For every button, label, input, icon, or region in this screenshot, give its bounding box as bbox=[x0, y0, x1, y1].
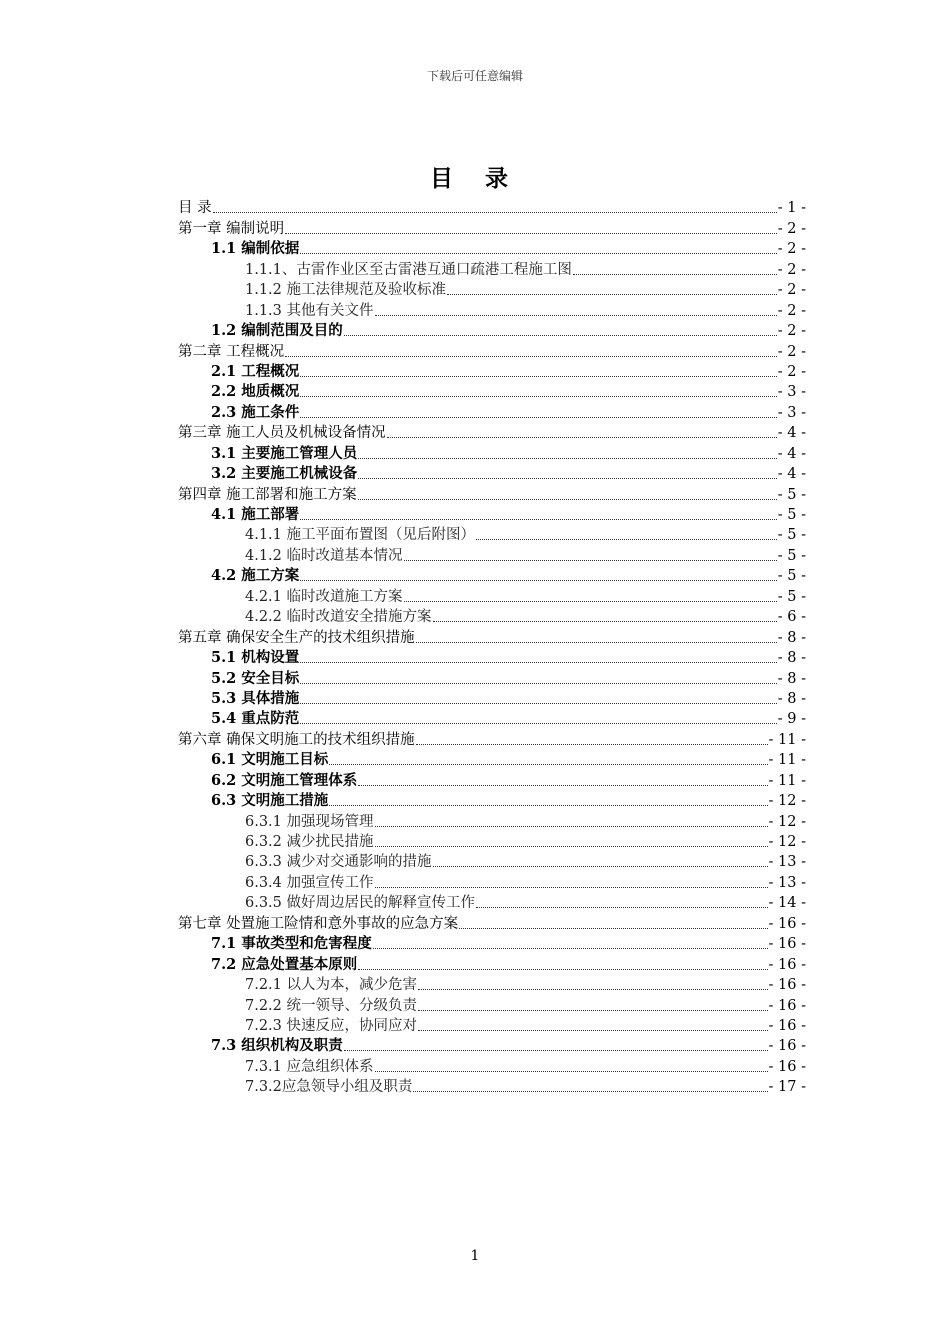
toc-dot-leader bbox=[375, 314, 777, 316]
toc-dot-leader bbox=[300, 702, 776, 704]
toc-entry-page: - 12 - bbox=[768, 793, 806, 810]
toc-entry[interactable] bbox=[178, 362, 806, 382]
toc-entry[interactable] bbox=[178, 668, 806, 688]
toc-entry-title: 目 录 bbox=[178, 200, 212, 217]
toc-entry-page: - 17 - bbox=[768, 1079, 806, 1096]
toc-entry-title: 1.2 编制范围及目的 bbox=[211, 322, 343, 340]
toc-entry[interactable] bbox=[178, 443, 806, 463]
toc-dot-leader bbox=[358, 457, 776, 459]
toc-dot-leader bbox=[329, 763, 767, 765]
toc-dot-leader bbox=[358, 784, 767, 786]
toc-dot-leader bbox=[375, 886, 768, 888]
toc-entry[interactable] bbox=[178, 321, 806, 341]
toc-entry-page: - 6 - bbox=[777, 609, 806, 626]
toc-entry-title: 6.3.1 加强现场管理 bbox=[245, 813, 374, 830]
toc-entry-page: - 5 - bbox=[777, 588, 806, 605]
toc-entry[interactable] bbox=[178, 300, 806, 320]
toc-entry-title: 6.3.5 做好周边居民的解释宣传工作 bbox=[245, 895, 476, 912]
toc-entry-page: - 2 - bbox=[777, 323, 806, 340]
toc-entry-page: - 16 - bbox=[768, 1058, 806, 1075]
toc-dot-leader bbox=[300, 252, 776, 254]
toc-dot-leader bbox=[413, 1090, 767, 1092]
toc-entry-page: - 12 - bbox=[768, 834, 806, 850]
toc-dot-leader bbox=[300, 395, 776, 397]
toc-dot-leader bbox=[375, 845, 768, 847]
toc-entry-page: - 11 - bbox=[768, 772, 806, 789]
toc-dot-leader bbox=[416, 641, 777, 643]
toc-dot-leader bbox=[213, 211, 777, 213]
toc-entry-page: - 5 - bbox=[777, 507, 806, 523]
toc-entry-title: 3.1 主要施工管理人员 bbox=[211, 444, 358, 462]
toc-entry[interactable] bbox=[178, 382, 806, 402]
toc-entry-title: 7.2.2 统一领导、分级负责 bbox=[245, 997, 418, 1014]
toc-entry-page: - 5 - bbox=[777, 527, 806, 544]
toc-entry-title: 2.3 施工条件 bbox=[211, 403, 300, 421]
toc-entry-title: 7.2.1 以人为本，减少危害 bbox=[245, 977, 418, 994]
toc-entry-page: - 16 - bbox=[768, 956, 806, 973]
toc-entry-title: 1.1 编制依据 bbox=[211, 240, 300, 258]
toc-entry-title: 7.3 组织机构及职责 bbox=[211, 1037, 343, 1055]
toc-dot-leader bbox=[344, 334, 777, 336]
toc-entry-page: - 3 - bbox=[777, 384, 806, 401]
toc-entry-page: - 2 - bbox=[777, 261, 806, 278]
toc-entry-page: - 13 - bbox=[768, 854, 806, 871]
toc-dot-leader bbox=[285, 355, 777, 357]
toc-dot-leader bbox=[418, 1009, 768, 1011]
toc-dot-leader bbox=[387, 436, 777, 438]
toc-entry-page: - 8 - bbox=[777, 670, 806, 687]
toc-dot-leader bbox=[358, 477, 776, 479]
toc-entry-title: 6.3.4 加强宣传工作 bbox=[245, 874, 374, 891]
toc-entry-title: 第三章 施工人员及机械设备情况 bbox=[178, 425, 386, 442]
toc-entry-title: 6.3.2 减少扰民措施 bbox=[245, 834, 374, 850]
toc-entry[interactable] bbox=[178, 423, 806, 443]
toc-entry-title: 第五章 确保安全生产的技术组织措施 bbox=[178, 629, 415, 646]
toc-dot-leader bbox=[418, 988, 768, 990]
toc-entry-title: 4.2.2 临时改道安全措施方案 bbox=[245, 609, 432, 626]
toc-dot-leader bbox=[344, 1049, 768, 1051]
toc-entry-title: 6.3.3 减少对交通影响的措施 bbox=[245, 854, 432, 871]
toc-entry-title: 第四章 施工部署和施工方案 bbox=[178, 486, 357, 503]
toc-entry-title: 1.1.3 其他有关文件 bbox=[245, 302, 374, 319]
toc-entry-page: - 12 - bbox=[768, 813, 806, 830]
toc-entry-title: 6.3 文明施工措施 bbox=[211, 792, 329, 810]
toc-dot-leader bbox=[433, 865, 768, 867]
toc-entry[interactable] bbox=[178, 1016, 806, 1036]
toc-title: 目 录 bbox=[429, 165, 520, 192]
toc-entry-title: 3.2 主要施工机械设备 bbox=[211, 465, 358, 483]
toc-entry-title: 5.2 安全目标 bbox=[211, 669, 300, 687]
toc-entry[interactable] bbox=[178, 545, 806, 565]
toc-entry-page: - 8 - bbox=[777, 650, 806, 667]
toc-dot-leader bbox=[300, 661, 776, 663]
toc-dot-leader bbox=[358, 498, 777, 500]
toc-entry[interactable] bbox=[178, 218, 806, 238]
toc-entry-page: - 14 - bbox=[768, 895, 806, 912]
toc-entry[interactable] bbox=[178, 627, 806, 647]
page-number: 1 bbox=[470, 1248, 480, 1264]
toc-entry-page: - 4 - bbox=[777, 466, 806, 483]
toc-entry-title: 1.1.1、古雷作业区至古雷港互通口疏港工程施工图 bbox=[245, 261, 572, 278]
header-note: 下载后可任意编辑 bbox=[426, 69, 523, 83]
toc-entry-page: - 16 - bbox=[768, 915, 806, 932]
toc-entry-page: - 2 - bbox=[777, 241, 806, 258]
toc-entry-page: - 5 - bbox=[777, 547, 806, 564]
toc-entry[interactable] bbox=[178, 464, 806, 484]
toc-dot-leader bbox=[404, 600, 777, 602]
toc-dot-leader bbox=[404, 559, 777, 561]
toc-entry-title: 2.1 工程概况 bbox=[211, 362, 300, 380]
toc-entry-title: 4.2.1 临时改道施工方案 bbox=[245, 588, 403, 605]
toc-entry-page: - 11 - bbox=[768, 731, 806, 748]
toc-entry[interactable] bbox=[178, 566, 806, 586]
toc-entry[interactable] bbox=[178, 259, 806, 279]
toc-entry[interactable] bbox=[178, 484, 806, 504]
toc-entry-title: 第六章 确保文明施工的技术组织措施 bbox=[178, 731, 415, 748]
toc-dot-leader bbox=[285, 232, 777, 234]
toc-dot-leader bbox=[573, 273, 777, 275]
toc-entry-page: - 2 - bbox=[777, 363, 806, 380]
toc-entry-page: - 5 - bbox=[777, 486, 806, 503]
toc-entry-title: 7.2 应急处置基本原则 bbox=[211, 955, 358, 973]
toc-entry[interactable] bbox=[178, 995, 806, 1015]
toc-entry-page: - 1 - bbox=[777, 200, 806, 217]
toc-entry-page: - 2 - bbox=[777, 302, 806, 319]
toc-entry-title: 6.1 文明施工目标 bbox=[211, 751, 329, 769]
toc-dot-leader bbox=[433, 620, 777, 622]
toc-entry[interactable] bbox=[178, 239, 806, 259]
toc-entry[interactable] bbox=[178, 402, 806, 422]
toc-entry-page: - 5 - bbox=[777, 568, 806, 585]
toc-dot-leader bbox=[459, 927, 767, 929]
toc-entry-page: - 16 - bbox=[768, 977, 806, 994]
toc-entry-title: 第七章 处置施工险情和意外事故的应急方案 bbox=[178, 915, 459, 932]
toc-entry-title: 5.1 机构设置 bbox=[211, 649, 300, 667]
toc-entry-page: - 2 - bbox=[777, 220, 806, 237]
toc-dot-leader bbox=[418, 1029, 768, 1031]
toc-entry-page: - 16 - bbox=[768, 1038, 806, 1055]
toc-entry-title: 7.1 事故类型和危害程度 bbox=[211, 935, 372, 953]
toc-entry-title: 7.3.1 应急组织体系 bbox=[245, 1058, 374, 1075]
toc-entry-title: 第二章 工程概况 bbox=[178, 343, 285, 360]
toc-entry[interactable] bbox=[178, 975, 806, 995]
toc-dot-leader bbox=[358, 968, 767, 970]
toc-entry[interactable] bbox=[178, 198, 806, 218]
toc-entry[interactable] bbox=[178, 648, 806, 668]
toc-entry-title: 6.2 文明施工管理体系 bbox=[211, 771, 358, 789]
toc-entry-page: - 16 - bbox=[768, 1017, 806, 1034]
toc-entry[interactable] bbox=[178, 1077, 806, 1097]
toc-entry-page: - 2 - bbox=[777, 282, 806, 299]
toc-entry[interactable] bbox=[178, 811, 806, 831]
toc-entry-title: 1.1.2 施工法律规范及验收标准 bbox=[245, 282, 447, 299]
toc-entry-page: - 4 - bbox=[777, 425, 806, 442]
toc-dot-leader bbox=[476, 538, 777, 540]
toc-dot-leader bbox=[300, 518, 776, 520]
toc-entry-page: - 8 - bbox=[777, 629, 806, 646]
toc-entry-title: 5.3 具体措施 bbox=[211, 689, 300, 707]
toc-dot-leader bbox=[375, 1070, 768, 1072]
toc-entry-page: - 2 - bbox=[777, 343, 806, 360]
toc-entry[interactable] bbox=[178, 586, 806, 606]
toc-entry-title: 2.2 地质概况 bbox=[211, 383, 300, 401]
toc-entry-title: 4.1.1 施工平面布置图（见后附图） bbox=[245, 527, 476, 544]
toc-entry-page: - 3 - bbox=[777, 404, 806, 421]
toc-entry[interactable] bbox=[178, 934, 806, 954]
toc-entry[interactable] bbox=[178, 709, 806, 729]
toc-dot-leader bbox=[476, 906, 768, 908]
toc-dot-leader bbox=[375, 825, 768, 827]
toc-entry[interactable] bbox=[178, 280, 806, 300]
toc-entry[interactable] bbox=[178, 852, 806, 872]
toc-entry-title: 5.4 重点防范 bbox=[211, 710, 300, 728]
toc-dot-leader bbox=[447, 293, 777, 295]
toc-entry-page: - 11 - bbox=[768, 752, 806, 769]
toc-entry[interactable] bbox=[178, 729, 806, 749]
toc-entry[interactable] bbox=[178, 954, 806, 974]
toc-entry[interactable] bbox=[178, 791, 806, 811]
toc-dot-leader bbox=[329, 804, 767, 806]
toc-dot-leader bbox=[300, 682, 776, 684]
toc-entry-title: 4.2 施工方案 bbox=[211, 567, 300, 585]
toc-dot-leader bbox=[300, 722, 776, 724]
toc-entry[interactable] bbox=[178, 872, 806, 892]
toc-dot-leader bbox=[300, 416, 776, 418]
toc-entry-page: - 9 - bbox=[777, 711, 806, 728]
toc-entry-page: - 4 - bbox=[777, 445, 806, 462]
toc-entry-page: - 16 - bbox=[768, 997, 806, 1014]
toc-dot-leader bbox=[300, 375, 776, 377]
toc-entry-page: - 16 - bbox=[768, 936, 806, 953]
toc-dot-leader bbox=[300, 579, 776, 581]
toc-entry-title: 7.3.2应急领导小组及职责 bbox=[245, 1079, 413, 1096]
toc-entry-title: 7.2.3 快速反应，协同应对 bbox=[245, 1017, 418, 1034]
toc-entry[interactable] bbox=[178, 893, 806, 913]
toc-entry-page: - 8 - bbox=[777, 690, 806, 707]
table-of-contents bbox=[178, 198, 806, 1097]
toc-entry[interactable] bbox=[178, 689, 806, 709]
toc-entry[interactable] bbox=[178, 1056, 806, 1076]
toc-dot-leader bbox=[373, 947, 768, 949]
toc-entry[interactable] bbox=[178, 341, 806, 361]
toc-entry[interactable] bbox=[178, 913, 806, 933]
toc-entry-page: - 13 - bbox=[768, 874, 806, 891]
toc-entry[interactable] bbox=[178, 1036, 806, 1056]
toc-entry[interactable] bbox=[178, 832, 806, 852]
toc-entry[interactable] bbox=[178, 770, 806, 790]
toc-dot-leader bbox=[416, 743, 768, 745]
toc-entry-title: 4.1 施工部署 bbox=[211, 506, 300, 523]
toc-entry[interactable] bbox=[178, 505, 806, 525]
toc-entry[interactable] bbox=[178, 525, 806, 545]
toc-entry[interactable] bbox=[178, 607, 806, 627]
toc-entry[interactable] bbox=[178, 750, 806, 770]
toc-entry-title: 4.1.2 临时改道基本情况 bbox=[245, 547, 403, 564]
toc-entry-title: 第一章 编制说明 bbox=[178, 220, 285, 237]
